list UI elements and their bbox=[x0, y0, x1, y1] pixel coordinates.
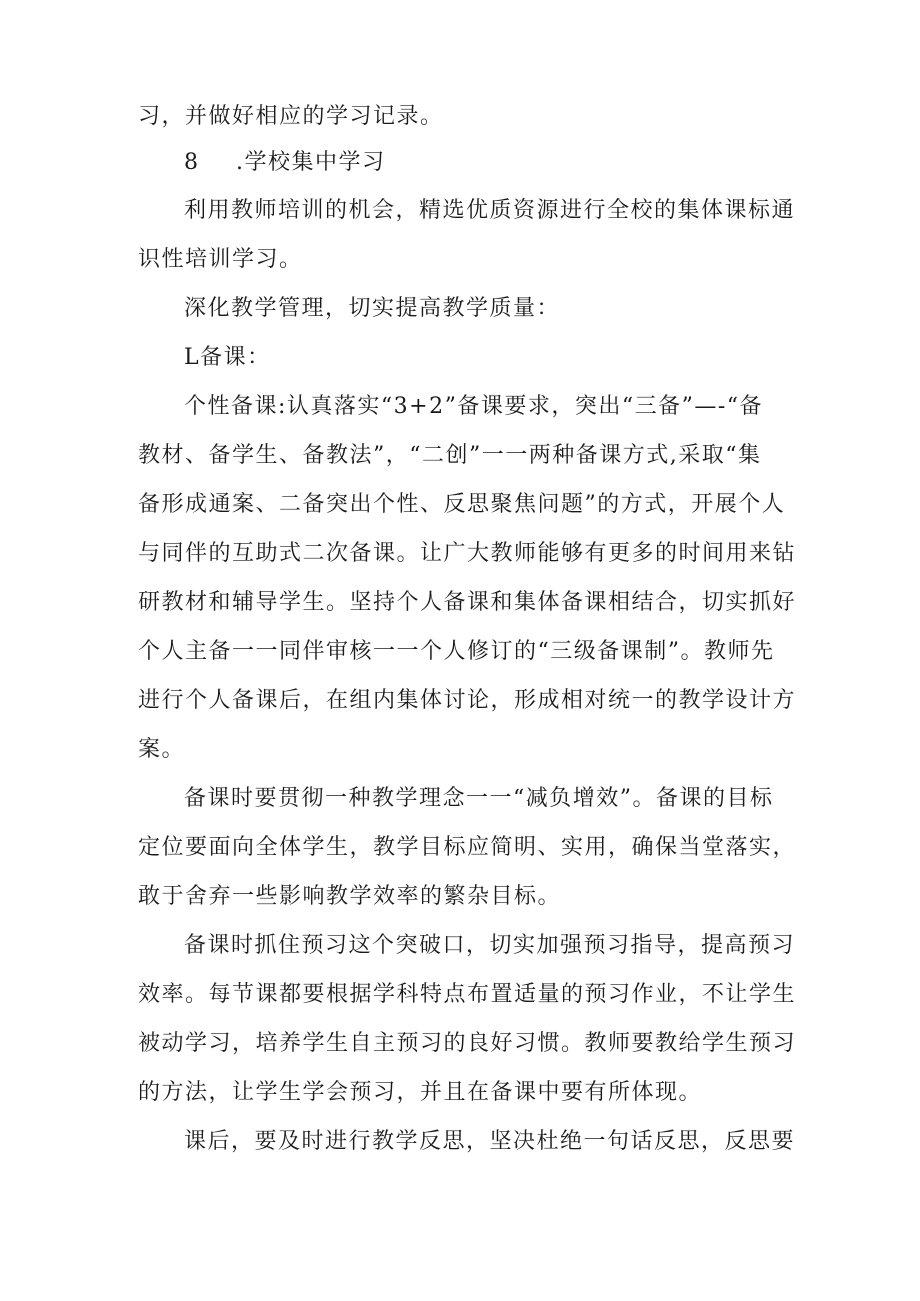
section-heading bbox=[0, 148, 920, 178]
paragraph-line: 研教材和辅导学生。坚持个人备课和集体备课相结合，切实抓好 bbox=[138, 590, 797, 615]
paragraph-line: 进行个人备课后，在组内集体讨论，形成相对统一的教学设计方 bbox=[138, 688, 797, 713]
section-title: .学校集中学习 bbox=[236, 150, 386, 175]
paragraph-line: 识性培训学习。 bbox=[138, 247, 303, 272]
paragraph-line: 教材、备学生、备教法”，“二创”一一两种备课方式,采取“集 bbox=[138, 443, 762, 468]
paragraph-line: 的方法，让学生学会预习，并且在备课中要有所体现。 bbox=[138, 1080, 703, 1105]
paragraph-line: 备课时要贯彻一种教学理念一一“减负增效”。备课的目标 bbox=[184, 786, 774, 811]
paragraph-line: 被动学习，培养学生自主预习的良好习惯。教师要教给学生预习 bbox=[138, 1031, 797, 1056]
subsection-heading: L备课： bbox=[184, 345, 271, 370]
paragraph-line: 个性备课:认真落实“3+2”备课要求，突出“三备”—-“备 bbox=[184, 394, 764, 419]
paragraph-line: 与同伴的互助式二次备课。让广大教师能够有更多的时间用来钻 bbox=[138, 541, 797, 566]
paragraph-line: 深化教学管理，切实提高教学质量： bbox=[184, 296, 561, 321]
paragraph-line: 效率。每节课都要根据学科特点布置适量的预习作业，不让学生 bbox=[138, 982, 797, 1007]
paragraph-line: 课后，要及时进行教学反思，坚决杜绝一句话反思，反思要 bbox=[184, 1129, 796, 1154]
paragraph-line: 敢于舍弃一些影响教学效率的繁杂目标。 bbox=[138, 884, 562, 909]
paragraph-line: 利用教师培训的机会，精选优质资源进行全校的集体课标通 bbox=[184, 198, 796, 223]
paragraph-line: 备形成通案、二备突出个性、反思聚焦问题”的方式，开展个人 bbox=[138, 492, 786, 517]
paragraph-line: 案。 bbox=[138, 737, 186, 762]
paragraph-line: 定位要面向全体学生，教学目标应简明、实用，确保当堂落实， bbox=[138, 835, 797, 860]
paragraph-continuation-line: 习，并做好相应的学习记录。 bbox=[138, 104, 444, 129]
section-number: 8 bbox=[184, 150, 200, 175]
paragraph-line: 备课时抓住预习这个突破口，切实加强预习指导，提高预习 bbox=[184, 933, 796, 958]
paragraph-line: 个人主备一一同伴审核一一个人修订的“三级备课制”。教师先 bbox=[138, 639, 775, 664]
